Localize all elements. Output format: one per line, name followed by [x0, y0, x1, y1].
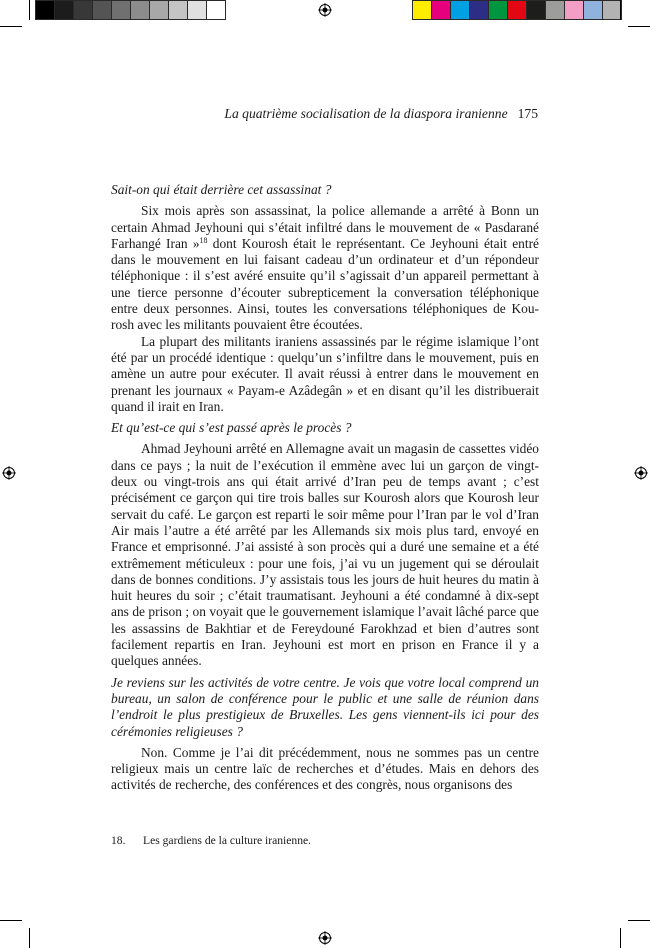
gray-swatch: [187, 0, 207, 20]
gray-swatch: [92, 0, 112, 20]
footnote: [111, 834, 541, 848]
answer-paragraph-1: [111, 203, 539, 333]
gray-swatch: [168, 0, 188, 20]
color-swatch: [431, 0, 451, 20]
crop-mark-top-right-v: [620, 0, 621, 20]
registration-mark-bottom-icon: [318, 931, 332, 945]
crop-mark-bottom-left-h: [0, 920, 22, 921]
color-swatch: [583, 0, 603, 20]
color-swatch: [526, 0, 546, 20]
gray-swatch: [54, 0, 74, 20]
gray-swatch: [206, 0, 226, 20]
color-calibration-bar: [412, 0, 621, 20]
gray-swatch: [149, 0, 169, 20]
main-text-block: [111, 182, 539, 794]
answer-paragraph-3: Ahmad Jeyhouni arrêté en Allemagne avait un magasin de cassettes vidéo dans ce pays ; la nuit de l’exécution il emmène avec lui un garçon de vingt-deux ou vingt-trois ans qui était arrivé d’Iran peu de temps avant ; c’est précisément ce garçon qui tire trois balles sur Kourosh alors que Kourosh leur servait du café. Le garçon est reparti le soir même pour l’Iran par le vol d’Iran Air mais l’autre a été arrêté par les Allemands six mois plus tard, envoyé en France et emprisonné. J’ai assisté à son procès qui a duré une semaine et a été extrêmement méticuleux : pour une fois, j’ai vu un jugement qui se déroulait dans de bonnes conditions. J’y assistais tous les jours de huit heures du matin à huit heures du soir ; c’était traumatisant. Jeyhouni a été condamné à dix-sept ans de prison ; on voyait que le gouvernement islamique l’avait lâché parce que les assassins de Bakhtiar et de Fereydouné Farokhzad et bien d’autres sont facilement repartis en Iran. Jeyhouni est mort en prison en France il y a quelques années.: [111, 441, 539, 669]
answer-paragraph-2: La plupart des militants iraniens assassinés par le régime islamique l’ont été par un procédé identique : quelqu’un s’infiltre dans le mouvement, puis en amène un autre pour exécuter. Il avait réussi à entrer dans le mouvement en prenant les journaux « Payam-e Azâdegân » et en disant qu’il les distribuerait quand il irait en Iran.: [111, 333, 539, 414]
answer-1-part-b: dont Kourosh était le représentant. Ce Jeyhouni était entré dans le mouvement en lui faisant cadeau d’un ordinateur et d’un répondeur téléphonique : il s’est avéré ensuite qu’il s’agissait d’un appareil permettant à une tierce personne d’écouter subrepticement la conversation téléphonique entre deux personnes. Ainsi, toutes les conversations téléphoniques de Kou-rosh avec les militants pouvaient être écoutées.: [111, 235, 539, 333]
footnote-text: Les gardiens de la culture iranienne.: [143, 834, 312, 847]
crop-mark-bottom-right-v: [620, 928, 621, 948]
crop-mark-top-left-h: [0, 26, 22, 27]
color-swatch: [450, 0, 470, 20]
color-swatch: [469, 0, 489, 20]
page-number: 175: [517, 106, 538, 121]
crop-mark-top-right-h: [628, 26, 650, 27]
color-swatch: [602, 0, 622, 20]
crop-mark-top-left-v: [29, 0, 30, 20]
crop-mark-bottom-right-h: [628, 920, 650, 921]
gray-swatch: [35, 0, 55, 20]
color-swatch: [412, 0, 432, 20]
color-swatch: [545, 0, 565, 20]
registration-mark-left-icon: [2, 466, 16, 480]
registration-mark-right-icon: [634, 466, 648, 480]
gray-swatch: [130, 0, 150, 20]
footnote-reference: 18: [199, 235, 208, 245]
gray-swatch: [73, 0, 93, 20]
interview-question-2: Et qu’est-ce qui s’est passé après le procès ?: [111, 420, 352, 436]
color-swatch: [488, 0, 508, 20]
crop-mark-bottom-left-v: [29, 928, 30, 948]
running-header: [224, 106, 538, 122]
running-title: La quatrième socialisation de la diaspora iranienne: [224, 106, 508, 121]
color-swatch: [564, 0, 584, 20]
interview-question-3: Je reviens sur les activités de votre centre. Je vois que votre local comprend un bureau, un salon de conférence pour le public et une salle de réunion dans l’endroit le plus prestigieux de Bruxelles. Les gens viennent-ils ici pour des cérémonies religieuses ?: [111, 674, 539, 739]
color-swatch: [507, 0, 527, 20]
footnote-number: 18.: [111, 834, 126, 847]
grayscale-calibration-bar: [35, 0, 225, 20]
registration-mark-top-icon: [318, 3, 332, 17]
interview-question-1: Sait-on qui était derrière cet assassinat ?: [111, 182, 332, 197]
gray-swatch: [111, 0, 131, 20]
answer-1-part-a: Six mois après son assassinat, la police allemande a arrêté à Bonn un certain Ahmad Jeyhouni qui s’était infiltré dans le mouvement de « Pasdarané Farhangé Iran »: [111, 203, 539, 251]
answer-paragraph-4: Non. Comme je l’ai dit précédemment, nous ne sommes pas un centre religieux mais un centre laïc de recherches et d’études. Mais en dehors des activités de recherche, des conférences et des congrès, nous organisons des: [111, 744, 539, 793]
